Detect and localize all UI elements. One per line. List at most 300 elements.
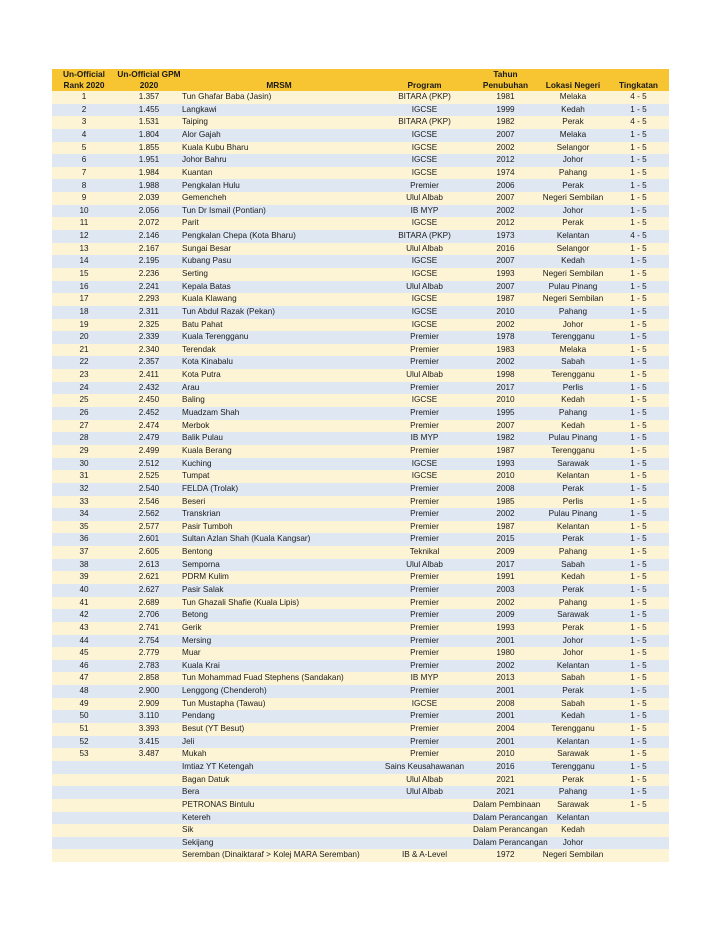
tahun-cell: 2002 [496, 660, 515, 670]
rank-cell: 48 [79, 686, 89, 696]
gpm-cell: 2.601 [138, 534, 160, 544]
rank-cell: 18 [79, 306, 89, 316]
program-cell: Ulul Albab [406, 774, 443, 784]
program-cell: Premier [410, 648, 439, 658]
program-cell: Premier [410, 344, 439, 354]
table-row [52, 799, 669, 812]
program-cell: IGCSE [411, 306, 438, 316]
tahun-cell: 2004 [496, 724, 515, 734]
mrsm-name-cell: Bentong [182, 547, 213, 557]
rank-cell [52, 799, 116, 812]
program-cell: Premier [410, 180, 439, 190]
tahun-cell: 2007 [496, 420, 515, 430]
mrsm-name-cell: Muadzam Shah [182, 408, 240, 418]
program-cell: Premier [410, 749, 439, 759]
lokasi-cell: Pulau Pinang [548, 281, 598, 291]
rank-cell: 13 [79, 243, 89, 253]
lokasi-cell: Kedah [561, 711, 585, 721]
table-row [52, 432, 669, 445]
lokasi-cell: Perak [562, 218, 584, 228]
program-cell: Ulul Albab [406, 370, 443, 380]
table-row [52, 559, 669, 572]
lokasi-cell: Perak [562, 686, 584, 696]
mrsm-name-cell: Tun Dr Ismail (Pontian) [182, 205, 266, 215]
rank-cell: 31 [79, 471, 89, 481]
tingkatan-cell: 1 - 5 [630, 205, 647, 215]
program-cell: Premier [410, 610, 439, 620]
table-row [52, 293, 669, 306]
lokasi-cell: Pahang [558, 306, 588, 316]
rank-cell: 15 [79, 268, 89, 278]
mrsm-name-cell: Kuala Krai [182, 660, 220, 670]
tahun-cell: 1982 [496, 117, 515, 127]
gpm-cell: 2.450 [138, 395, 160, 405]
program-cell: Premier [410, 408, 439, 418]
tahun-cell: 2002 [496, 509, 515, 519]
rank-cell [52, 774, 116, 787]
tahun-cell: 2010 [496, 749, 515, 759]
tahun-cell: 2002 [496, 357, 515, 367]
rank-cell: 25 [79, 395, 89, 405]
gpm-cell: 3.415 [138, 736, 160, 746]
program-cell: Premier [410, 736, 439, 746]
gpm-cell: 2.146 [138, 231, 160, 241]
mrsm-name-cell: Kuala Klawang [182, 294, 237, 304]
tahun-cell: 1993 [496, 268, 515, 278]
lokasi-cell: Terengganu [551, 445, 595, 455]
mrsm-name-cell: Johor Bahru [182, 155, 227, 165]
tingkatan-cell: 1 - 5 [630, 610, 647, 620]
mrsm-name-cell: Tun Abdul Razak (Pekan) [182, 306, 275, 316]
gpm-cell: 2.909 [138, 698, 160, 708]
gpm-cell: 2.499 [138, 445, 160, 455]
tingkatan-cell: 1 - 5 [630, 332, 647, 342]
table-row [52, 255, 669, 268]
tahun-cell: 2012 [496, 218, 515, 228]
program-cell: IGCSE [411, 104, 438, 114]
program-cell: IGCSE [411, 458, 438, 468]
rank-cell: 43 [79, 622, 89, 632]
tahun-cell: 2001 [496, 686, 515, 696]
tingkatan-cell: 1 - 5 [630, 268, 647, 278]
table-row [52, 622, 669, 635]
mrsm-name-cell: Besut (YT Besut) [182, 724, 245, 734]
tahun-cell: 2002 [496, 142, 515, 152]
tahun-cell: 1980 [496, 648, 515, 658]
tahun-cell: 2016 [496, 761, 515, 771]
rank-cell: 17 [79, 294, 89, 304]
lokasi-cell: Perak [562, 622, 584, 632]
program-cell: IGCSE [411, 167, 438, 177]
program-cell: IGCSE [411, 395, 438, 405]
table-row [52, 167, 669, 180]
rank-cell: 3 [81, 117, 87, 127]
tingkatan-cell: 1 - 5 [630, 129, 647, 139]
rank-cell: 32 [79, 483, 89, 493]
mrsm-name-cell: Semporna [182, 559, 220, 569]
tingkatan-cell [608, 849, 669, 862]
lokasi-cell: Kedah [561, 395, 585, 405]
tingkatan-cell: 1 - 5 [630, 142, 647, 152]
table-row [52, 546, 669, 559]
mrsm-name-cell: Tun Ghafar Baba (Jasin) [182, 92, 272, 102]
gpm-cell: 3.110 [139, 711, 159, 721]
tingkatan-cell: 1 - 5 [630, 585, 647, 594]
rank-cell [52, 812, 116, 825]
lokasi-cell: Negeri Sembilan [542, 268, 604, 278]
lokasi-cell: Johor [562, 319, 584, 329]
tingkatan-cell: 1 - 5 [630, 673, 647, 683]
lokasi-cell: Terengganu [551, 724, 595, 734]
program-cell: Premier [410, 357, 439, 367]
mrsm-name-cell: Bera [182, 787, 200, 797]
tingkatan-cell: 4 - 5 [630, 117, 647, 127]
lokasi-cell: Kelantan [556, 521, 590, 531]
program-cell: Premier [410, 445, 439, 455]
rank-cell: 52 [79, 736, 89, 746]
tahun-cell: 2001 [496, 635, 515, 645]
header-rank: Un-Official Rank 2020 [63, 69, 105, 90]
tingkatan-cell: 1 - 5 [630, 344, 647, 354]
program-cell: Ulul Albab [406, 193, 443, 203]
program-cell: Premier [410, 496, 439, 506]
mrsm-name-cell: Muar [182, 648, 201, 658]
mrsm-name-cell: Kubang Pasu [182, 256, 232, 266]
tingkatan-cell: 1 - 5 [630, 559, 647, 569]
gpm-cell: 2.474 [138, 420, 160, 430]
tahun-cell: 2007 [496, 256, 515, 266]
mrsm-name-cell: Kuala Berang [182, 445, 232, 455]
tingkatan-cell: 1 - 5 [630, 711, 647, 721]
rank-cell: 47 [79, 673, 89, 683]
mrsm-name-cell: PETRONAS Bintulu [182, 799, 255, 809]
table-row [52, 597, 669, 610]
table-row [52, 154, 669, 167]
table-row [52, 369, 669, 382]
mrsm-name-cell: Kuching [182, 458, 212, 468]
tahun-cell: 2007 [496, 129, 515, 139]
mrsm-name-cell: FELDA (Trolak) [182, 483, 239, 493]
mrsm-name-cell: Gemencheh [182, 193, 227, 203]
rank-cell [52, 849, 116, 862]
table-body [52, 91, 669, 862]
program-cell: Premier [410, 711, 439, 721]
table-row [52, 837, 669, 850]
tingkatan-cell: 4 - 5 [630, 231, 647, 241]
tingkatan-cell: 1 - 5 [630, 104, 647, 114]
table-row [52, 635, 669, 648]
header-tingkatan: Tingkatan [618, 79, 659, 90]
header-row [52, 69, 669, 91]
tahun-cell: 1972 [496, 850, 515, 860]
tingkatan-cell: 1 - 5 [630, 698, 647, 708]
tingkatan-cell: 1 - 5 [630, 597, 647, 607]
tahun-cell: Dalam Perancangan [473, 837, 548, 847]
lokasi-cell: Perlis [562, 496, 584, 506]
tahun-cell: 1987 [496, 521, 515, 531]
program-cell: Premier [410, 724, 439, 734]
gpm-cell: 2.706 [138, 610, 160, 620]
tingkatan-cell [608, 837, 669, 850]
tingkatan-cell: 1 - 5 [630, 382, 647, 392]
tingkatan-cell: 1 - 5 [630, 471, 647, 481]
lokasi-cell: Kedah [561, 825, 585, 835]
table-row [52, 521, 669, 534]
gpm-cell: 2.900 [138, 686, 160, 696]
rank-cell: 49 [79, 698, 89, 708]
table-row [52, 470, 669, 483]
table-row [52, 584, 669, 597]
tahun-cell: 2008 [496, 483, 515, 493]
mrsm-name-cell: Pasir Tumboh [182, 521, 233, 531]
mrsm-name-cell: Tun Mustapha (Tawau) [182, 698, 266, 708]
lokasi-cell: Kedah [561, 420, 585, 430]
mrsm-name-cell: Lenggong (Chenderoh) [182, 686, 267, 696]
lokasi-cell: Kelantan [556, 736, 590, 746]
table-row [52, 609, 669, 622]
program-cell: Teknikal [409, 547, 440, 557]
rank-cell: 39 [79, 572, 89, 582]
lokasi-cell: Sabah [561, 698, 585, 708]
gpm-cell: 1.988 [138, 180, 160, 190]
lokasi-cell: Melaka [559, 344, 587, 354]
table-row [52, 104, 669, 117]
tahun-cell: 1978 [496, 332, 515, 342]
header-tahun-penubuhan: Tahun Penubuhan [482, 69, 529, 90]
table-row [52, 445, 669, 458]
lokasi-cell: Kelantan [556, 231, 590, 241]
mrsm-name-cell: Kuantan [182, 167, 213, 177]
tingkatan-cell: 1 - 5 [630, 445, 647, 455]
table-row [52, 331, 669, 344]
tahun-cell: 2002 [496, 597, 515, 607]
lokasi-cell: Kedah [561, 256, 585, 266]
table-row [52, 698, 669, 711]
lokasi-cell: Sarawak [557, 799, 589, 809]
rank-cell [52, 824, 116, 837]
rank-cell: 26 [79, 408, 89, 418]
table-row [52, 736, 669, 749]
mrsm-ranking-sheet [52, 69, 669, 862]
lokasi-cell: Johor [562, 837, 584, 847]
mrsm-name-cell: Kota Putra [182, 370, 221, 380]
tahun-cell: Dalam Pembinaan [473, 799, 541, 809]
program-cell: IB MYP [410, 205, 439, 215]
lokasi-cell: Pulau Pinang [548, 509, 598, 519]
gpm-cell: 1.531 [138, 117, 160, 127]
program-cell [376, 799, 473, 812]
lokasi-cell: Negeri Sembilan [542, 294, 604, 304]
program-cell: Sains Keusahawanan [384, 761, 465, 771]
tahun-cell: 1987 [496, 445, 515, 455]
lokasi-cell: Pahang [558, 597, 588, 607]
gpm-cell: 1.951 [138, 155, 160, 165]
tingkatan-cell: 1 - 5 [630, 761, 647, 771]
table-row [52, 774, 669, 787]
program-cell: Premier [410, 483, 439, 493]
program-cell: IGCSE [411, 142, 438, 152]
header-program: Program [407, 79, 442, 90]
mrsm-name-cell: Mukah [182, 749, 207, 759]
program-cell: Premier [410, 572, 439, 582]
program-cell: BITARA (PKP) [398, 231, 451, 241]
gpm-cell [116, 812, 182, 825]
table-row [52, 344, 669, 357]
lokasi-cell: Perak [562, 180, 584, 190]
tingkatan-cell: 1 - 5 [630, 256, 647, 266]
program-cell: BITARA (PKP) [398, 92, 451, 102]
program-cell: IGCSE [411, 698, 438, 708]
rank-cell: 51 [79, 724, 89, 734]
tingkatan-cell: 1 - 5 [630, 357, 647, 367]
gpm-cell: 2.754 [138, 635, 160, 645]
tahun-cell: Dalam Perancangan [473, 825, 548, 835]
tingkatan-cell: 1 - 5 [630, 370, 647, 380]
tingkatan-cell: 1 - 5 [630, 534, 647, 544]
lokasi-cell: Perak [562, 534, 584, 544]
tahun-cell: 2010 [496, 395, 515, 405]
lokasi-cell: Perak [562, 483, 584, 493]
rank-cell: 10 [79, 205, 89, 215]
mrsm-name-cell: Seremban (Dinaiktaraf > Kolej MARA Seremban) [182, 850, 360, 860]
gpm-cell: 2.339 [138, 332, 160, 342]
table-row [52, 786, 669, 799]
lokasi-cell: Terengganu [551, 761, 595, 771]
tingkatan-cell: 1 - 5 [630, 281, 647, 291]
tahun-cell: 2009 [496, 610, 515, 620]
rank-cell: 27 [79, 420, 89, 430]
lokasi-cell: Melaka [559, 92, 587, 102]
mrsm-name-cell: Mersing [182, 635, 212, 645]
lokasi-cell: Perak [562, 774, 584, 784]
rank-cell: 44 [79, 635, 89, 645]
table-header [52, 69, 669, 91]
rank-cell: 30 [79, 458, 89, 468]
tahun-cell: 2007 [496, 281, 515, 291]
gpm-cell: 2.325 [138, 319, 160, 329]
table-row [52, 205, 669, 218]
gpm-cell: 2.236 [138, 268, 160, 278]
program-cell: Ulul Albab [406, 787, 443, 797]
tingkatan-cell [608, 812, 669, 825]
program-cell: IB MYP [410, 433, 439, 443]
tahun-cell: 1985 [496, 496, 515, 506]
table-row [52, 407, 669, 420]
program-cell: Premier [410, 597, 439, 607]
rank-cell: 19 [79, 319, 89, 329]
mrsm-name-cell: Pendang [182, 711, 215, 721]
tingkatan-cell: 1 - 5 [630, 622, 647, 632]
tingkatan-cell: 1 - 5 [630, 547, 647, 557]
tingkatan-cell: 1 - 5 [630, 218, 647, 228]
gpm-cell: 2.039 [138, 193, 160, 203]
lokasi-cell: Pulau Pinang [548, 433, 598, 443]
gpm-cell: 2.605 [138, 547, 160, 557]
tingkatan-cell: 1 - 5 [630, 395, 647, 405]
mrsm-name-cell: Arau [182, 382, 200, 392]
lokasi-cell: Negeri Sembilan [542, 850, 604, 860]
gpm-cell [116, 799, 182, 812]
program-cell [376, 824, 473, 837]
tahun-cell: 1991 [496, 572, 515, 582]
program-cell [376, 837, 473, 850]
program-cell: Premier [410, 332, 439, 342]
gpm-cell: 1.984 [138, 167, 160, 177]
mrsm-name-cell: Baling [182, 395, 205, 405]
gpm-cell: 2.613 [138, 559, 160, 569]
rank-cell: 6 [81, 155, 87, 165]
tahun-cell: 1993 [496, 458, 515, 468]
table-row [52, 129, 669, 142]
gpm-cell: 2.357 [138, 357, 160, 367]
tingkatan-cell: 1 - 5 [630, 509, 647, 519]
lokasi-cell: Sarawak [557, 610, 589, 620]
lokasi-cell: Terengganu [551, 370, 595, 380]
tahun-cell: 2003 [496, 585, 515, 594]
rank-cell: 34 [79, 509, 89, 519]
lokasi-cell: Sabah [561, 357, 585, 367]
program-cell: Ulul Albab [406, 281, 443, 291]
tingkatan-cell: 1 - 5 [630, 483, 647, 493]
gpm-cell: 2.056 [138, 205, 160, 215]
rank-cell: 14 [79, 256, 89, 266]
rank-cell: 36 [79, 534, 89, 544]
rank-cell: 46 [79, 660, 89, 670]
gpm-cell: 2.432 [138, 382, 160, 392]
tingkatan-cell: 1 - 5 [630, 635, 647, 645]
gpm-cell: 2.293 [138, 294, 160, 304]
mrsm-name-cell: Bagan Datuk [182, 774, 230, 784]
program-cell: IB & A-Level [401, 850, 448, 860]
gpm-cell: 2.167 [138, 243, 160, 253]
table-row [52, 217, 669, 230]
tahun-cell: 2021 [496, 774, 515, 784]
tahun-cell: 2002 [496, 205, 515, 215]
rank-cell: 24 [79, 382, 89, 392]
rank-cell: 2 [81, 104, 87, 114]
table-row [52, 281, 669, 294]
tahun-cell: 2007 [496, 193, 515, 203]
mrsm-name-cell: Pasir Salak [182, 585, 224, 594]
lokasi-cell: Johor [562, 648, 584, 658]
tahun-cell: 2013 [496, 673, 515, 683]
tingkatan-cell: 1 - 5 [630, 294, 647, 304]
header-mrsm: MRSM [266, 79, 292, 90]
program-cell: Premier [410, 635, 439, 645]
gpm-cell: 2.512 [138, 458, 160, 468]
tingkatan-cell: 1 - 5 [630, 686, 647, 696]
program-cell: Premier [410, 509, 439, 519]
table-row [52, 179, 669, 192]
gpm-cell: 2.452 [138, 408, 160, 418]
table-row [52, 306, 669, 319]
lokasi-cell: Johor [562, 635, 584, 645]
tingkatan-cell: 1 - 5 [630, 496, 647, 506]
header-lokasi-negeri: Lokasi Negeri [545, 79, 601, 90]
lokasi-cell: Selangor [556, 243, 590, 253]
rank-cell: 21 [79, 344, 89, 354]
program-cell: Premier [410, 420, 439, 430]
mrsm-name-cell: Ketereh [182, 812, 211, 822]
rank-cell [52, 837, 116, 850]
tahun-cell: 2012 [496, 155, 515, 165]
tahun-cell: 1973 [496, 231, 515, 241]
gpm-cell: 2.411 [139, 370, 159, 380]
mrsm-name-cell: Pengkalan Chepa (Kota Bharu) [182, 231, 296, 241]
mrsm-name-cell: Transkrian [182, 509, 221, 519]
rank-cell: 23 [79, 370, 89, 380]
gpm-cell: 1.357 [138, 92, 160, 102]
